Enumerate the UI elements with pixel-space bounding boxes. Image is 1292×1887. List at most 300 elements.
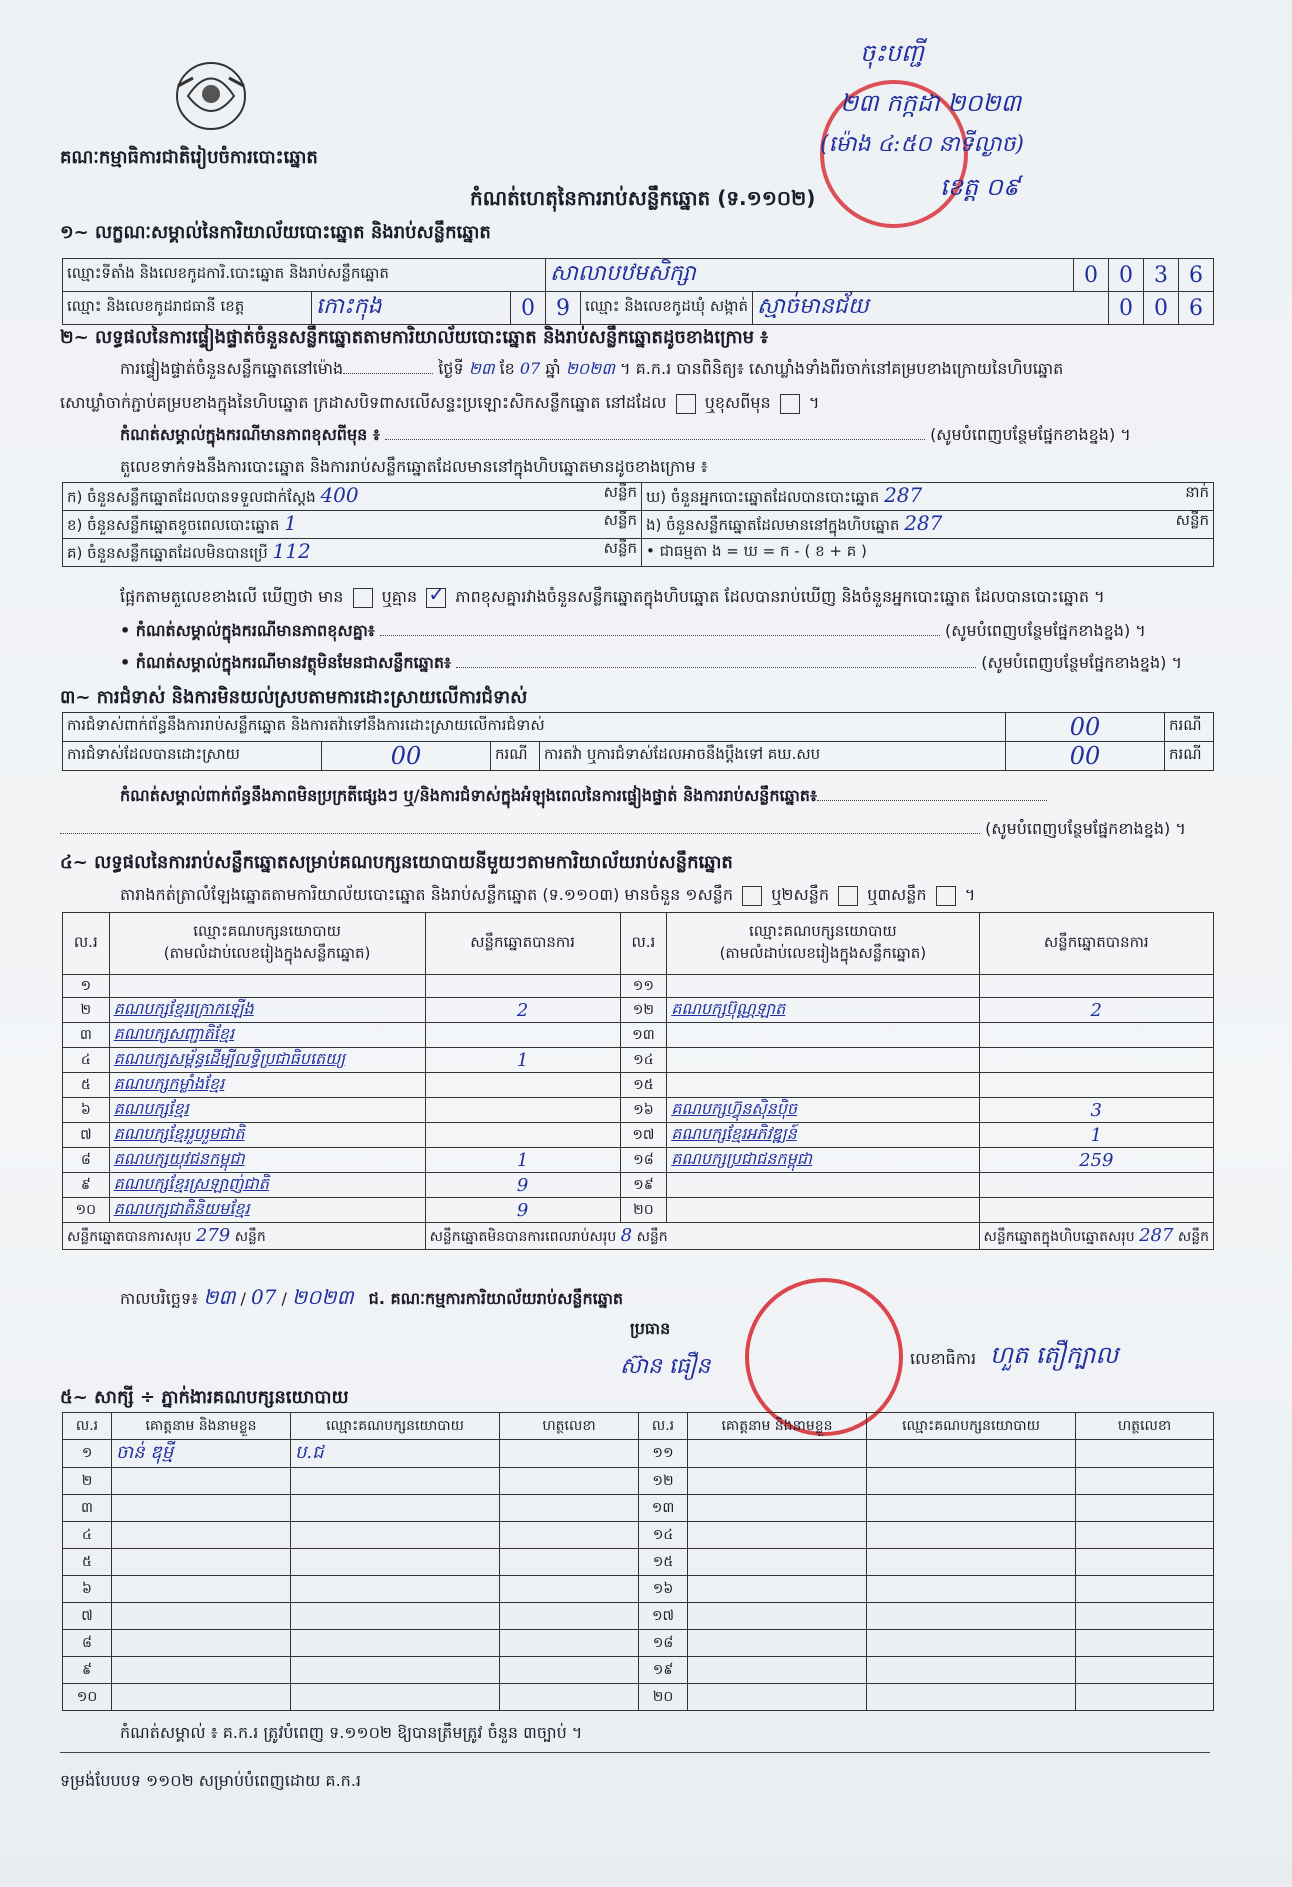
vote-count — [425, 1023, 620, 1048]
total-valid-cell — [63, 1223, 426, 1250]
received-ballots-value: 400 — [320, 483, 359, 507]
vote-count: 3 — [979, 1098, 1213, 1123]
voters-count-value: 287 — [884, 483, 923, 507]
footnote: កំណត់សម្គាល់ ៖ គ.ក.រ ត្រូវបំពេញ ទ.១១០២ ឱ្យបានត្រឹមត្រូវ ចំនួន ៣ច្បាប់ ។ — [120, 1723, 583, 1742]
two-sheets-checkbox[interactable] — [838, 886, 858, 906]
vote-count: 1 — [425, 1048, 620, 1073]
vote-count: 259 — [979, 1148, 1213, 1173]
witness-party — [867, 1440, 1076, 1468]
province-value: កោះកុង — [312, 292, 511, 325]
province-code-digit: 9 — [546, 292, 581, 325]
unit-label: ករណី — [1165, 742, 1214, 771]
witness-party — [291, 1576, 500, 1603]
row-number: ១៤ — [639, 1522, 688, 1549]
date-label: កាលបរិច្ឆេទ៖ — [120, 1289, 199, 1308]
row-number: ១ — [63, 1440, 112, 1468]
section1-heading: ១~ លក្ខណៈសម្គាល់នៃការិយាល័យបោះឆ្នោត និងរាប់សន្លឹកឆ្នោត — [60, 222, 491, 243]
witness-signature — [1076, 1495, 1214, 1522]
witness-party — [291, 1495, 500, 1522]
unit-label: សន្លឹក — [234, 1228, 266, 1245]
witness-signature — [500, 1684, 639, 1711]
unit-label: ករណី — [1165, 713, 1214, 742]
witness-signature — [1076, 1684, 1214, 1711]
table-row — [63, 1657, 1214, 1684]
changed-text: ឬខុសពីមុន — [704, 393, 771, 412]
col-party-subtitle: (តាមលំដាប់លេខរៀងក្នុងសន្លឹកឆ្នោត) — [163, 943, 371, 962]
table-row — [63, 1173, 1214, 1198]
row-number: ១៧ — [639, 1603, 688, 1630]
witness-signature — [1076, 1657, 1214, 1684]
stamp-note-line3: (ម៉ោង ៤:៥០ នាទីល្ងាច) — [820, 132, 1024, 157]
total-invalid-cell — [425, 1223, 979, 1250]
witness-name — [112, 1495, 291, 1522]
col-party-header — [667, 913, 979, 975]
discrepancy-no-label: ឬគ្មាន — [381, 587, 418, 606]
vote-count — [979, 1173, 1213, 1198]
col-votes-header: សន្លឹកឆ្នោតបានការ — [425, 913, 620, 975]
witness-party — [867, 1657, 1076, 1684]
verify-month-label: ខែ — [499, 359, 515, 378]
vote-count — [979, 1048, 1213, 1073]
row-number: ១៨ — [620, 1148, 667, 1173]
org-name: គណៈកម្មាធិការជាតិរៀបចំការបោះឆ្នោត — [60, 147, 318, 168]
col-no-header: ល.រ — [620, 913, 667, 975]
witness-signature — [500, 1576, 639, 1603]
figures-intro: តួលេខទាក់ទងនឹងការបោះឆ្នោត និងការរាប់សន្លឹកឆ្នោតដែលមាននៅក្នុងហិបឆ្នោតមានដូចខាងក្រោម ៖ — [120, 457, 708, 476]
party-name: គណបក្សប្រជាជនកម្ពុជា — [667, 1148, 979, 1173]
witness-party — [291, 1522, 500, 1549]
unit-label: សន្លឹក — [603, 539, 637, 557]
location-code-digit: 0 — [1074, 259, 1109, 292]
row-number: ១៧ — [620, 1123, 667, 1148]
party-name: គណបក្សជាតិនិយមខ្មែរ — [109, 1198, 425, 1223]
col-party-subtitle: (តាមលំដាប់លេខរៀងក្នុងសន្លឹកឆ្នោត) — [719, 943, 927, 962]
col-no-header: ល.រ — [63, 913, 110, 975]
nec-emblem-icon — [168, 56, 254, 134]
table-row — [63, 1440, 1214, 1468]
unused-ballots-value: 112 — [272, 539, 311, 563]
section3-heading: ៣~ ការជំទាស់ និងការមិនយល់ស្របតាមការដោះស្រាយលើការជំទាស់ — [60, 687, 528, 708]
secretary-signature: ហួត តឿក្បាល — [990, 1341, 1119, 1369]
row-number: ២ — [63, 1468, 112, 1495]
col-votes-header: សន្លឹកឆ្នោតបានការ — [979, 913, 1213, 975]
party-name — [667, 1048, 979, 1073]
location-value: សាលាបឋមសិក្សា — [546, 259, 1074, 292]
note3-suffix: (សូមបំពេញបន្ថែមផ្នែកខាងខ្នង) ។ — [981, 653, 1182, 672]
witness-party — [291, 1549, 500, 1576]
row-number: ៩ — [63, 1173, 110, 1198]
col-name-header: គោត្តនាម និងនាមខ្លួន — [112, 1413, 291, 1440]
section3-note-line2 — [60, 818, 1210, 842]
table-row — [63, 975, 1214, 998]
verify-line2: សោឃ្លាំចាក់ភ្ជាប់គម្របខាងក្នុងនៃហិបឆ្នោត ក្រដាសបិទពាសលើសន្ទះប្រឡោះសិកសន្លឹកឆ្នោត នៅដដែល ឬខុសពីមុន ។ — [60, 393, 820, 412]
witness-signature — [1076, 1468, 1214, 1495]
row-number: ៥ — [63, 1549, 112, 1576]
verify-day-value: ២៣ — [468, 359, 495, 378]
date-line: កាលបរិច្ឆេទ៖ ២៣ / 07 / ២០២៣ ជ. គណៈកម្មការការិយាល័យរាប់សន្លឹកឆ្នោត — [120, 1285, 624, 1309]
witness-party — [867, 1576, 1076, 1603]
witness-name — [112, 1576, 291, 1603]
verify-line1 — [120, 358, 1220, 382]
row-number: ៤ — [63, 1522, 112, 1549]
row-number: ៦ — [63, 1576, 112, 1603]
witness-signature — [1076, 1440, 1214, 1468]
box-ballots-label: ង) ចំនួនសន្លឹកឆ្នោតដែលមាននៅក្នុងហិបឆ្នោត — [646, 516, 900, 534]
resolved-label: ការជំទាស់ដែលបានដោះស្រាយ — [63, 742, 322, 771]
verify-year-value: ២០២៣ — [565, 359, 615, 378]
witness-name — [112, 1684, 291, 1711]
stamp-note-line1: ចុះបញ្ជី — [860, 39, 924, 67]
row-number: ៧ — [63, 1603, 112, 1630]
row-number: ១២ — [639, 1468, 688, 1495]
formula-text: • ជាធម្មតា ង = ឃ = ក - ( ខ + គ ) — [642, 539, 1214, 567]
row-number: ៣ — [63, 1495, 112, 1522]
table-row — [63, 1023, 1214, 1048]
verify-time-label: ការផ្ទៀងផ្ទាត់ចំនួនសន្លឹកឆ្នោតនៅម៉ោង — [120, 359, 344, 378]
total-box-value: 287 — [1139, 1224, 1174, 1246]
objections-value: 00 — [1006, 713, 1165, 742]
col-no-header: ល.រ — [639, 1413, 688, 1440]
witness-name — [688, 1549, 867, 1576]
stamp-note-line4: ខេត្ត ០៩ — [940, 173, 1020, 201]
results-table — [62, 912, 1214, 1250]
witness-party — [291, 1603, 500, 1630]
vote-count: 9 — [425, 1198, 620, 1223]
vote-count — [979, 1023, 1213, 1048]
vote-count — [425, 1098, 620, 1123]
row-number: ១ — [63, 975, 110, 998]
discrepancy-text: ភាពខុសគ្នារវាងចំនួនសន្លឹកឆ្នោតក្នុងហិបឆ្នោត ដែលបានរាប់ឃើញ និងចំនួនអ្នកបោះឆ្នោត ដែលបានបោះឆ្នោត ។ — [455, 587, 1105, 606]
secretary-label: លេខាធិការ — [910, 1349, 977, 1368]
witness-signature — [500, 1657, 639, 1684]
province-code-digit: 0 — [511, 292, 546, 325]
row-number: ១៩ — [620, 1173, 667, 1198]
row-number: ៩ — [63, 1657, 112, 1684]
seal-intact-text: សោឃ្លាំចាក់ភ្ជាប់គម្របខាងក្នុងនៃហិបឆ្នោត ក្រដាសបិទពាសលើសន្ទះប្រឡោះសិកសន្លឹកឆ្នោត នៅដដែល — [60, 393, 667, 412]
party-name: គណបក្សសញ្ជាតិខ្មែរ — [109, 1023, 425, 1048]
commune-code-digit: 6 — [1179, 292, 1214, 325]
table-row — [63, 1549, 1214, 1576]
unit-label: ករណី — [491, 742, 540, 771]
vote-count — [425, 1073, 620, 1098]
row-number: ១០ — [63, 1684, 112, 1711]
footer-divider — [60, 1752, 1210, 1753]
verify-line1-tail: ។ គ.ក.រ បានពិនិត្យ៖ សោឃ្លាំងទាំងពីរចាក់នៅគម្របខាងក្រោយនៃហិបឆ្នោត — [620, 359, 1064, 378]
location-code-digit: 3 — [1144, 259, 1179, 292]
form-note: ទម្រង់បែបបទ ១១០២ សម្រាប់បំពេញដោយ គ.ក.រ — [60, 1771, 361, 1790]
witness-signature — [500, 1522, 639, 1549]
witness-signature — [1076, 1549, 1214, 1576]
witness-party — [291, 1468, 500, 1495]
total-invalid-value: 8 — [620, 1224, 633, 1246]
row-number: ១៦ — [620, 1098, 667, 1123]
received-ballots-label: ក) ចំនួនសន្លឹកឆ្នោតដែលបានទទួលជាក់ស្តែង — [67, 488, 316, 506]
table-row — [63, 998, 1214, 1023]
date-day: ២៣ — [203, 1285, 236, 1309]
row-number: ១៩ — [639, 1657, 688, 1684]
party-name — [667, 1073, 979, 1098]
witness-name — [112, 1603, 291, 1630]
note3-label: • កំណត់សម្គាល់ក្នុងករណីមានវត្ថុមិនមែនជាសន្លឹកឆ្នោត៖ — [120, 653, 452, 672]
voters-count-label: ឃ) ចំនួនអ្នកបោះឆ្នោតដែលបានបោះឆ្នោត — [646, 488, 880, 506]
unit-label: នាក់ — [1185, 483, 1209, 501]
table-row — [63, 1630, 1214, 1657]
witness-party — [291, 1630, 500, 1657]
witness-party — [291, 1657, 500, 1684]
vote-count: 2 — [425, 998, 620, 1023]
witness-party — [867, 1522, 1076, 1549]
witness-signature — [1076, 1603, 1214, 1630]
row-number: ១៣ — [639, 1495, 688, 1522]
verify-day-label: ថ្ងៃទី — [438, 359, 464, 378]
row-number: ៨ — [63, 1148, 110, 1173]
witness-name — [688, 1684, 867, 1711]
tally-intro: តារាងកត់ត្រាលំឡែងឆ្នោតតាមការិយាល័យបោះឆ្នោត និងរាប់សន្លឹកឆ្នោត (ទ.១១០៣) មានចំនួន ១សន្លឹក — [120, 885, 733, 904]
three-sheets-checkbox[interactable] — [936, 886, 956, 906]
section5-heading: ៥~ សាក្សី ÷ ភ្នាក់ងារគណបក្សនយោបាយ — [60, 1387, 349, 1408]
province-label: ឈ្មោះ និងលេខកូដរាជធានី ខេត្ត — [63, 292, 312, 325]
witness-name — [112, 1468, 291, 1495]
party-name: គណបក្សខ្មែរក្រោកឡើង — [109, 998, 425, 1023]
table-row — [63, 1522, 1214, 1549]
row-number: ៨ — [63, 1630, 112, 1657]
witness-table — [62, 1412, 1214, 1711]
col-party-header: ឈ្មោះគណបក្សនយោបាយ — [291, 1413, 500, 1440]
discrepancy-line — [120, 586, 1220, 610]
objections-table — [62, 712, 1214, 771]
date-month: 07 — [251, 1285, 277, 1309]
vote-count — [979, 1073, 1213, 1098]
witness-party — [291, 1684, 500, 1711]
total-box-cell — [979, 1223, 1213, 1250]
party-name: គណបក្សសម្ព័ន្ធដើម្បីលទ្ធិប្រជាធិបតេយ្យ — [109, 1048, 425, 1073]
date-year: ២០២៣ — [292, 1285, 354, 1309]
box-ballots-value: 287 — [904, 511, 943, 535]
witness-name: ចាន់ ឌុម្មី — [112, 1440, 291, 1468]
party-name — [667, 1023, 979, 1048]
col-sign-header: ហត្ថលេខា — [1076, 1413, 1214, 1440]
table-row — [63, 1468, 1214, 1495]
note2-suffix: (សូមបំពេញបន្ថែមផ្នែកខាងខ្នង) ។ — [945, 621, 1146, 640]
table-row — [63, 1603, 1214, 1630]
two-sheets-label: ឬ២សន្លឹក — [771, 885, 829, 904]
party-name: គណបក្សកម្លាំងខ្មែរ — [109, 1073, 425, 1098]
witness-party — [867, 1630, 1076, 1657]
vote-count: 1 — [979, 1123, 1213, 1148]
commune-value: ស្មាច់មានជ័យ — [752, 292, 1108, 325]
witness-signature — [1076, 1522, 1214, 1549]
table-row — [63, 1684, 1214, 1711]
row-number: ៧ — [63, 1123, 110, 1148]
party-name: គណបក្សខ្មែរអភិវឌ្ឍន៍ — [667, 1123, 979, 1148]
col-party-title: ឈ្មោះគណបក្សនយោបាយ — [193, 921, 341, 940]
witness-name — [688, 1657, 867, 1684]
row-number: ១១ — [639, 1440, 688, 1468]
witness-signature — [1076, 1630, 1214, 1657]
table-row — [63, 1148, 1214, 1173]
total-valid-label: សន្លឹកឆ្នោតបានការសរុប — [67, 1228, 192, 1245]
table-row — [63, 1576, 1214, 1603]
chair-label: ប្រធាន — [630, 1319, 671, 1338]
vote-count — [425, 975, 620, 998]
col-sign-header: ហត្ថលេខា — [500, 1413, 639, 1440]
commune-label: ឈ្មោះ និងលេខកូដឃុំ សង្កាត់ — [581, 292, 753, 325]
vote-count — [425, 1123, 620, 1148]
party-name — [667, 1173, 979, 1198]
figures-table — [62, 482, 1214, 567]
total-valid-value: 279 — [195, 1224, 231, 1246]
total-box-label: សន្លឹកឆ្នោតក្នុងហិបឆ្នោតសរុប — [983, 1228, 1135, 1245]
committee-label: ជ. គណៈកម្មការការិយាល័យរាប់សន្លឹកឆ្នោត — [368, 1289, 624, 1308]
row-number: ៤ — [63, 1048, 110, 1073]
unit-label: សន្លឹក — [1177, 1228, 1209, 1245]
section1-table — [62, 258, 1214, 325]
witness-name — [688, 1522, 867, 1549]
witness-name — [688, 1440, 867, 1468]
party-name: គណបក្សខ្មែរ — [109, 1098, 425, 1123]
witness-signature — [500, 1549, 639, 1576]
witness-name — [688, 1576, 867, 1603]
total-invalid-label: សន្លឹកឆ្នោតមិនបានការពេលរាប់សរុប — [429, 1228, 617, 1245]
section3-note — [120, 785, 1220, 809]
vote-count: 1 — [425, 1148, 620, 1173]
col-name-header: គោត្តនាម និងនាមខ្លួន — [688, 1413, 867, 1440]
discrepancy-yes-label: ផ្អែកតាមតួលេខខាងលើ ឃើញថា មាន — [120, 587, 344, 606]
party-name — [667, 975, 979, 998]
vote-count — [979, 1198, 1213, 1223]
note2-line — [120, 620, 1220, 644]
appeal-value: 00 — [1006, 742, 1165, 771]
unit-label: សន្លឹក — [1175, 511, 1209, 529]
witness-name — [112, 1657, 291, 1684]
stamp-note-line2: ២៣ កក្កដា ២០២៣ — [840, 89, 1022, 117]
row-number: ១៤ — [620, 1048, 667, 1073]
one-sheet-checkbox[interactable] — [742, 886, 762, 906]
location-code-digit: 6 — [1179, 259, 1214, 292]
table-row — [63, 1048, 1214, 1073]
row-number: ៦ — [63, 1098, 110, 1123]
location-code-digit: 0 — [1109, 259, 1144, 292]
discrepancy-no-checkbox[interactable] — [426, 588, 446, 608]
witness-name — [688, 1468, 867, 1495]
results-body — [63, 975, 1214, 1223]
appeal-label: ការតវ៉ា ឬការជំទាស់ដែលអាចនឹងប្តឹងទៅ គឃ.សប — [540, 742, 1006, 771]
witness-name — [688, 1630, 867, 1657]
witness-party — [867, 1468, 1076, 1495]
note1-line — [120, 424, 1220, 448]
vote-count: 2 — [979, 998, 1213, 1023]
spoiled-ballots-label: ខ) ចំនួនសន្លឹកឆ្នោតខូចពេលបោះឆ្នោត — [67, 516, 280, 534]
row-number: ២ — [63, 998, 110, 1023]
row-number: ១២ — [620, 998, 667, 1023]
row-number: ១៦ — [639, 1576, 688, 1603]
section3-note-label: កំណត់សម្គាល់ពាក់ព័ន្ធនឹងភាពមិនប្រក្រតីផ្សេងៗ ឬ/និងការជំទាស់ក្នុងអំឡុងពេលនៃការផ្ទៀងផ្ទាត់ និងការរាប់សន្លឹកឆ្នោត៖ — [120, 786, 817, 805]
party-name: គណបក្សហ៊្វុនស៊ិនប៉ិច — [667, 1098, 979, 1123]
spoiled-ballots-value: 1 — [284, 511, 297, 535]
table-row — [63, 1198, 1214, 1223]
witness-name — [688, 1603, 867, 1630]
col-party-title: ឈ្មោះគណបក្សនយោបាយ — [749, 921, 897, 940]
tally-sheet-line: តារាងកត់ត្រាលំឡែងឆ្នោតតាមការិយាល័យបោះឆ្នោត និងរាប់សន្លឹកឆ្នោត (ទ.១១០៣) មានចំនួន ១សន្លឹក ឬ២សន្លឹក ឬ៣សន្លឹក ។ — [120, 885, 976, 904]
section2-heading: ២~ លទ្ធផលនៃការផ្ទៀងផ្ទាត់ចំនួនសន្លឹកឆ្នោតតាមការិយាល័យបោះឆ្នោត និងរាប់សន្លឹកឆ្នោតដូចខាងក្រោម ៖ — [60, 327, 769, 348]
discrepancy-yes-checkbox[interactable] — [353, 588, 373, 608]
form-title: កំណត់ហេតុនៃការរាប់សន្លឹកឆ្នោត (ទ.១១០២) — [470, 186, 816, 210]
note2-label: • កំណត់សម្គាល់ក្នុងករណីមានភាពខុសគ្នា៖ — [120, 621, 375, 640]
unit-label: សន្លឹក — [603, 483, 637, 501]
resolved-value: 00 — [322, 742, 491, 771]
verify-year-label: ឆ្នាំ — [545, 359, 561, 378]
note1-label: កំណត់សម្គាល់ក្នុងករណីមានភាពខុសពីមុន ៖ — [120, 425, 380, 444]
table-row — [63, 1123, 1214, 1148]
section3-note-suffix: (សូមបំពេញបន្ថែមផ្នែកខាងខ្នង) ។ — [985, 819, 1186, 838]
witness-party — [867, 1684, 1076, 1711]
party-name — [667, 1198, 979, 1223]
row-number: ២០ — [620, 1198, 667, 1223]
commune-code-digit: 0 — [1109, 292, 1144, 325]
col-party-header — [109, 913, 425, 975]
note1-suffix: (សូមបំពេញបន្ថែមផ្នែកខាងខ្នង) ។ — [930, 425, 1131, 444]
unchanged-checkbox[interactable] — [676, 394, 696, 414]
party-name: គណបក្សខ្មែររួបរួមជាតិ — [109, 1123, 425, 1148]
col-no-header: ល.រ — [63, 1413, 112, 1440]
row-number: ៥ — [63, 1073, 110, 1098]
party-name: គណបក្សប៊ុណ្ណឡាត — [667, 998, 979, 1023]
party-name: គណបក្សខ្មែរស្រឡាញ់ជាតិ — [109, 1173, 425, 1198]
witness-signature — [500, 1440, 639, 1468]
witness-party: ប.ជ — [291, 1440, 500, 1468]
row-number: ១១ — [620, 975, 667, 998]
location-label: ឈ្មោះទីតាំង និងលេខកូដការិ.បោះឆ្នោត និងរាប់សន្លឹកឆ្នោត — [63, 259, 546, 292]
row-number: ១៨ — [639, 1630, 688, 1657]
witness-signature — [500, 1468, 639, 1495]
unit-label: សន្លឹក — [603, 511, 637, 529]
row-number: ២០ — [639, 1684, 688, 1711]
three-sheets-label: ឬ៣សន្លឹក — [867, 885, 927, 904]
table-row — [63, 1495, 1214, 1522]
witness-signature — [500, 1630, 639, 1657]
commune-code-digit: 0 — [1144, 292, 1179, 325]
witness-signature — [1076, 1576, 1214, 1603]
section4-heading: ៤~ លទ្ធផលនៃការរាប់សន្លឹកឆ្នោតសម្រាប់គណបក្សនយោបាយនីមួយៗតាមការិយាល័យរាប់សន្លឹកឆ្នោត — [60, 852, 733, 873]
row-number: ១៣ — [620, 1023, 667, 1048]
witness-name — [112, 1549, 291, 1576]
objections-label: ការជំទាស់ពាក់ព័ន្ធនឹងការរាប់សន្លឹកឆ្នោត និងការតវ៉ាទៅនឹងការដោះស្រាយលើការជំទាស់ — [63, 713, 1006, 742]
witness-party — [867, 1603, 1076, 1630]
row-number: ១៥ — [639, 1549, 688, 1576]
table-row — [63, 1073, 1214, 1098]
party-name — [109, 975, 425, 998]
row-number: ១០ — [63, 1198, 110, 1223]
witness-name — [688, 1495, 867, 1522]
table-row — [63, 1098, 1214, 1123]
witness-body — [63, 1440, 1214, 1711]
witness-signature — [500, 1603, 639, 1630]
verify-month-value: 07 — [519, 359, 541, 378]
unused-ballots-label: គ) ចំនួនសន្លឹកឆ្នោតដែលមិនបានប្រើ — [67, 544, 268, 562]
witness-name — [112, 1630, 291, 1657]
vote-count: 9 — [425, 1173, 620, 1198]
vote-count — [979, 975, 1213, 998]
witness-party — [867, 1495, 1076, 1522]
col-party-header: ឈ្មោះគណបក្សនយោបាយ — [867, 1413, 1076, 1440]
row-number: ៣ — [63, 1023, 110, 1048]
witness-party — [867, 1549, 1076, 1576]
witness-signature — [500, 1495, 639, 1522]
row-number: ១៥ — [620, 1073, 667, 1098]
changed-checkbox[interactable] — [780, 394, 800, 414]
chair-signature: ស៊ាន ធឿន — [620, 1354, 711, 1379]
witness-name — [112, 1522, 291, 1549]
